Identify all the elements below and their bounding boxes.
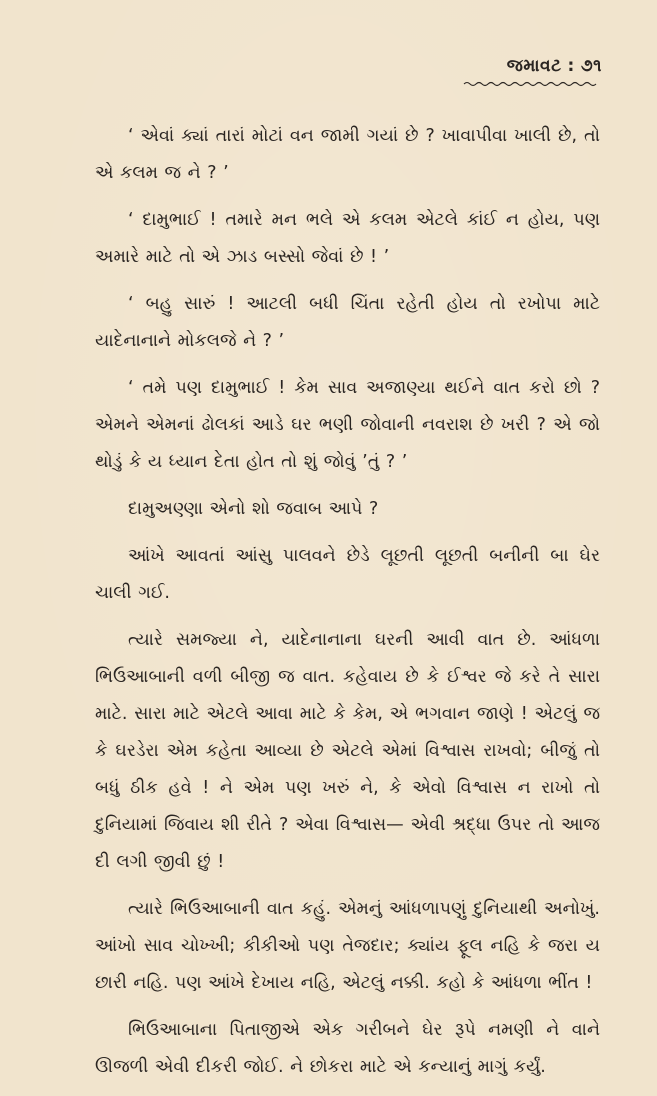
wavy-underline-ornament [462, 80, 602, 88]
paragraph: દામુઅણ્ણા એનો શો જવાબ આપે ? [128, 499, 379, 519]
running-head-separator: : [567, 56, 575, 76]
paragraph: ‘ બહુ સારું ! આટલી બધી ચિંતા રહેતી હોય તો રખોપા માટે યાદેનાનાને મોકલજે ને ? ’ [95, 294, 600, 351]
paragraph: ત્યારે સમજ્યા ને, યાદેનાનાના ઘરની આવી વાત છે. આંધળા ભિઉઆબાની વળી બીજી જ વાત. કહેવાય છે કે ઈશ્વર જે કરે તે સારા માટે. સારા માટે એટલે આવા માટે કે કેમ, એ ભગવાન જાણે ! એટલું જ કે ઘરડેરા એમ કહેતા આવ્યા છે એટલે એમાં વિશ્વાસ રાખવો; બીજું તો બધું ઠીક હવે ! ને એમ પણ ખરું ને, કે એવો વિશ્વાસ ન રાખો તો દુનિયામાં જિવાય શી રીતે ? એવા વિશ્વાસ— એવી શ્રદ્ધા ઉપર તો આજ દી લગી જીવી છું ! [95, 630, 600, 872]
page-number: ૭૧ [580, 56, 602, 76]
paragraph: ‘ તમે પણ દામુભાઈ ! કેમ સાવ અજાણ્યા થઈને વાત કરો છો ? એમને એમનાં ઢોલકાં આડે ઘર ભણી જોવાની નવરાશ છે ખરી ? એ જો થોડું કે ય ધ્યાન દેતા હોત તો શું જોવું ’તું ? ’ [95, 378, 600, 472]
running-head [462, 56, 602, 88]
paragraph: ભિઉઆબાના પિતાજીએ એક ગરીબને ઘેર રૂપે નમણી ને વાને ઊજળી એવી દીકરી જોઈ. ને છોકરા માટે એ કન્યાનું માગું કર્યું. [95, 1020, 600, 1077]
paragraph: ત્યારે ભિઉઆબાની વાત કહું. એમનું આંધળાપણું દુનિયાથી અનોખું. આંખો સાવ ચોખ્ખી; કીકીઓ પણ તેજદાર; ક્યાંય ફૂલ નહિ કે જરા ય છારી નહિ. પણ આંખે દેખાય નહિ, એટલું નક્કી. કહો કે આંધળા ભીંત ! [95, 899, 600, 993]
running-head-text [462, 56, 602, 76]
body-text [95, 118, 600, 1096]
paragraph: આંખે આવતાં આંસુ પાલવને છેડે લૂછતી લૂછતી બનીની બા ઘેર ચાલી ગઈ. [95, 546, 600, 603]
paragraph: ‘ દામુભાઈ ! તમારે મન ભલે એ કલમ એટલે કાંઈ ન હોય, પણ અમારે માટે તો એ ઝાડ બસ્સો જેવાં છે ! ’ [95, 210, 600, 267]
running-head-title: જમાવટ [506, 56, 562, 76]
paragraph: ‘ એવાં ક્યાં તારાં મોટાં વન જામી ગયાં છે ? ખાવાપીવા ખાલી છે, તો એ કલમ જ ને ? ’ [95, 126, 600, 183]
